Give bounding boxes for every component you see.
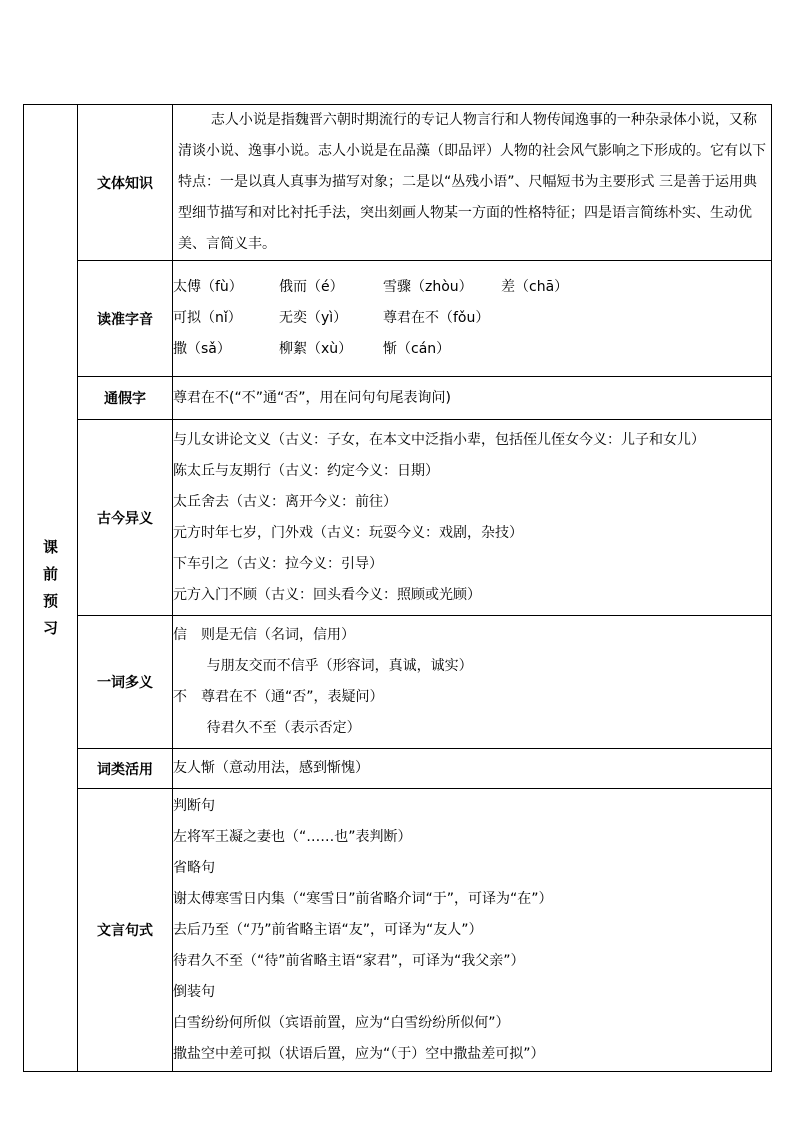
wenyan-line: 判断句: [173, 797, 215, 814]
section-char: 预: [42, 592, 58, 610]
wenti-paragraph: 志人小说是指魏晋六朝时期流行的专记人物言行和人物传闻逸事的一种杂录体小说，又称清谈小说、逸事小说。志人小说是在品藻（即品评）人物的社会风气影响之下形成的。它有以下特点：一是以真人真事为描写对象；二是以“丛残小语”、尺幅短书为主要形式 三是善于运用典型细节描写和对比衬托手法，突出刻画人物某一方面的性格特征；四是语言简练朴实、生动优美、言简义丰。: [178, 112, 766, 252]
gujin-line: 与儿女讲论文义（古义：子女，在本文中泛指小辈，包括侄儿侄女今义：儿子和女儿）: [173, 431, 705, 448]
wenyan-line: 省略句: [173, 859, 215, 876]
row-label-tongjia: 通假字: [78, 377, 173, 420]
row-label-yici: 一词多义: [78, 616, 173, 749]
pinyin-item: 差（chā）: [501, 279, 569, 295]
row-content-tongjia: [173, 377, 772, 420]
pinyin-line: [173, 334, 771, 365]
row-duzhun: [24, 261, 772, 377]
preview-table: [23, 104, 772, 1072]
pinyin-item: 尊君在不（fǒu）: [383, 310, 490, 326]
pinyin-item: 撒（sǎ）: [173, 341, 231, 357]
gujin-line: 元方入门不顾（古义：回头看今义：照顾或光顾）: [173, 586, 481, 603]
gujin-line: 下车引之（古义：拉今义：引导）: [173, 555, 383, 572]
pinyin-item: 柳絮（xù）: [279, 341, 353, 357]
row-label-wenyan: 文言句式: [78, 789, 173, 1072]
row-label-cilei: 词类活用: [78, 749, 173, 789]
row-wenyan: [24, 789, 772, 1072]
yici-line: 信 则是无信（名词，信用）: [173, 627, 355, 643]
section-char: 课: [42, 538, 58, 556]
wenyan-line: 撒盐空中差可拟（状语后置，应为“（于）空中撒盐差可拟”）: [173, 1045, 545, 1062]
section-label: [24, 105, 78, 1072]
row-content-duzhun: [173, 261, 772, 377]
pinyin-item: 太傅（fù）: [173, 279, 243, 295]
wenyan-line: 待君久不至（“待”前省略主语“家君”，可译为“我父亲”）: [173, 952, 525, 969]
section-char: 前: [42, 565, 58, 583]
row-content-yici: [173, 616, 772, 749]
row-content-gujin: [173, 420, 772, 616]
gujin-line: 陈太丘与友期行（古义：约定今义：日期）: [173, 462, 439, 479]
pinyin-line: [173, 272, 771, 303]
yici-line: 待君久不至（表示否定）: [206, 720, 361, 736]
yici-line: 与朋友交而不信乎（形容词，真诚，诚实）: [206, 658, 473, 674]
pinyin-item: 俄而（é）: [279, 279, 344, 295]
wenyan-line: 左将军王凝之妻也（“……也”表判断）: [173, 828, 412, 845]
pinyin-line: [173, 303, 771, 334]
row-wenti: [24, 105, 772, 261]
row-tongjia: [24, 377, 772, 420]
tongjia-text: 尊君在不(“不”通“否”，用在问句句尾表询问): [173, 389, 451, 406]
wenyan-line: 白雪纷纷何所似（宾语前置，应为“白雪纷纷所似何”）: [173, 1014, 510, 1031]
pinyin-item: 无奕（yì）: [279, 310, 348, 326]
row-label-wenti: 文体知识: [78, 105, 173, 261]
gujin-line: 太丘舍去（古义：离开今义：前往）: [173, 493, 397, 510]
row-cilei: [24, 749, 772, 789]
wenyan-line: 倒装句: [173, 983, 215, 1000]
row-label-duzhun: 读准字音: [78, 261, 173, 377]
row-content-cilei: [173, 749, 772, 789]
row-yici: [24, 616, 772, 749]
pinyin-item: 可拟（nǐ）: [173, 310, 242, 326]
pinyin-item: 惭（cán）: [383, 341, 451, 357]
wenyan-line: 去后乃至（“乃”前省略主语“友”，可译为“友人”）: [173, 921, 483, 938]
row-content-wenyan: [173, 789, 772, 1072]
row-gujin: [24, 420, 772, 616]
row-content-wenti: [173, 105, 772, 261]
gujin-line: 元方时年七岁，门外戏（古义：玩耍今义：戏剧，杂技）: [173, 524, 523, 541]
wenyan-line: 谢太傅寒雪日内集（“寒雪日”前省略介词“于”，可译为“在”）: [173, 890, 553, 907]
cilei-text: 友人惭（意动用法，感到惭愧）: [173, 760, 369, 776]
section-char: 习: [42, 619, 58, 637]
row-label-gujin: 古今异义: [78, 420, 173, 616]
yici-line: 不 尊君在不（通“否”，表疑问）: [173, 689, 384, 705]
pinyin-item: 雪骤（zhòu）: [383, 279, 473, 295]
